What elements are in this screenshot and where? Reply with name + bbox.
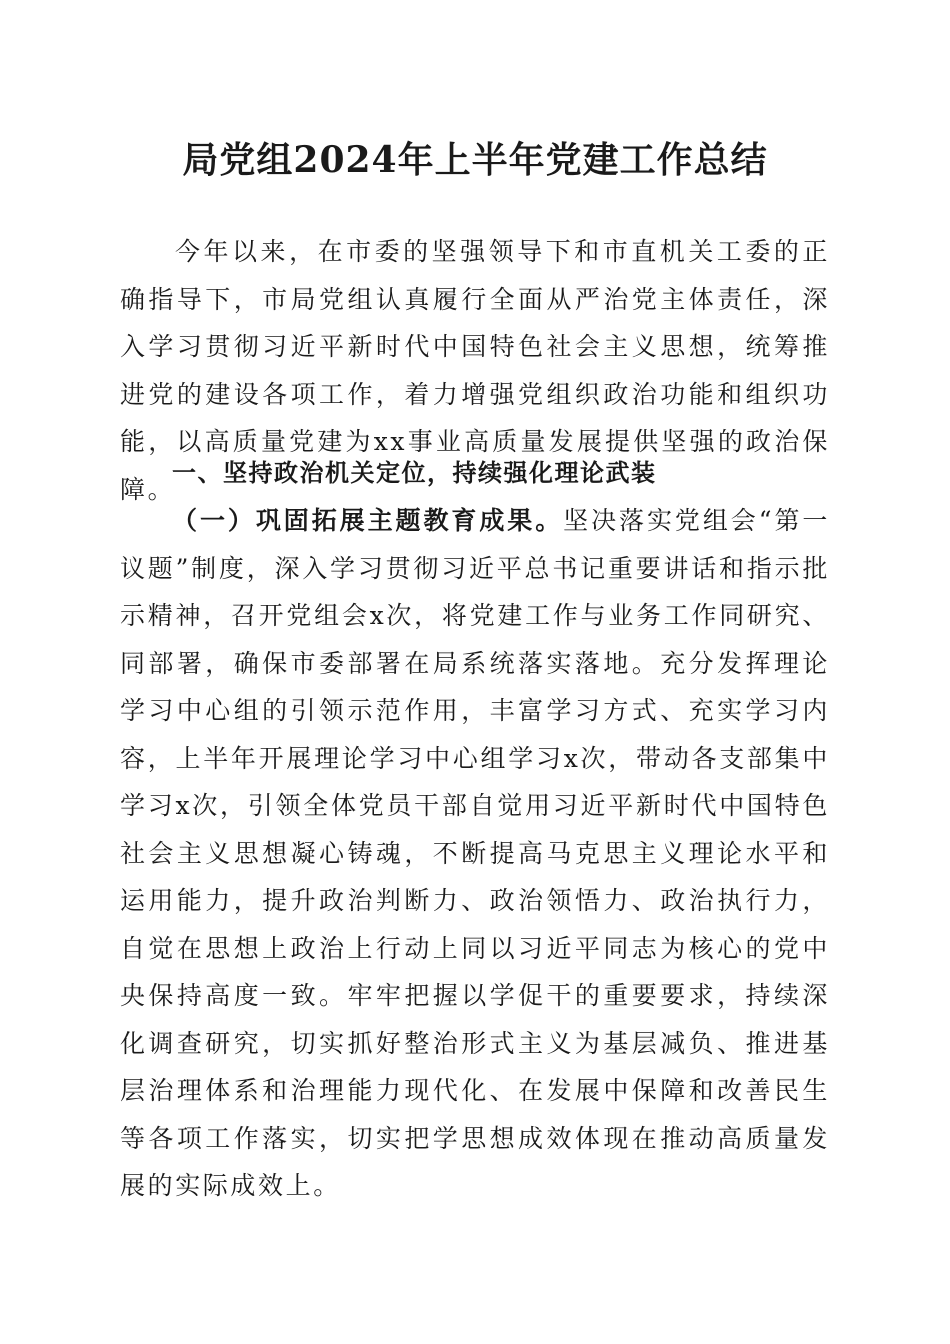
- document-title: 局党组2024年上半年党建工作总结: [182, 139, 768, 181]
- subsection-label: （一）巩固拓展主题教育成果。: [172, 506, 564, 535]
- intro-paragraph: 今年以来，在市委的坚强领导下和市直机关工委的正确指导下，市局党组认真履行全面从严治党主体责任，深入学习贯彻习近平新时代中国特色社会主义思想，统筹推进党的建设各项工作，着力增强党组织政治功能和组织功能，以高质量党建为xx事业高质量发展提供坚强的政治保障。: [120, 237, 830, 504]
- section-1-body: 坚决落实党组会“第一议题”制度，深入学习贯彻习近平总书记重要讲话和指示批示精神，召开党组会x次，将党建工作与业务工作同研究、同部署，确保市委部署在局系统落实落地。充分发挥理论学习中心组的引领示范作用，丰富学习方式、充实学习内容，上半年开展理论学习中心组学习x次，带动各支部集中学习x次，引领全体党员干部自觉用习近平新时代中国特色社会主义思想凝心铸魂，不断提高马克思主义理论水平和运用能力，提升政治判断力、政治领悟力、政治执行力，自觉在思想上政治上行动上同以习近平同志为核心的党中央保持高度一致。牢牢把握以学促干的重要要求，持续深化调查研究，切实抓好整治形式主义为基层减负、推进基层治理体系和治理能力现代化、在发展中保障和改善民生等各项工作落实，切实把学思想成效体现在推动高质量发展的实际成效上。: [120, 506, 830, 1200]
- section-heading-1: 一、坚持政治机关定位，持续强化理论武装: [172, 459, 657, 487]
- section-1-paragraph: [120, 497, 830, 1210]
